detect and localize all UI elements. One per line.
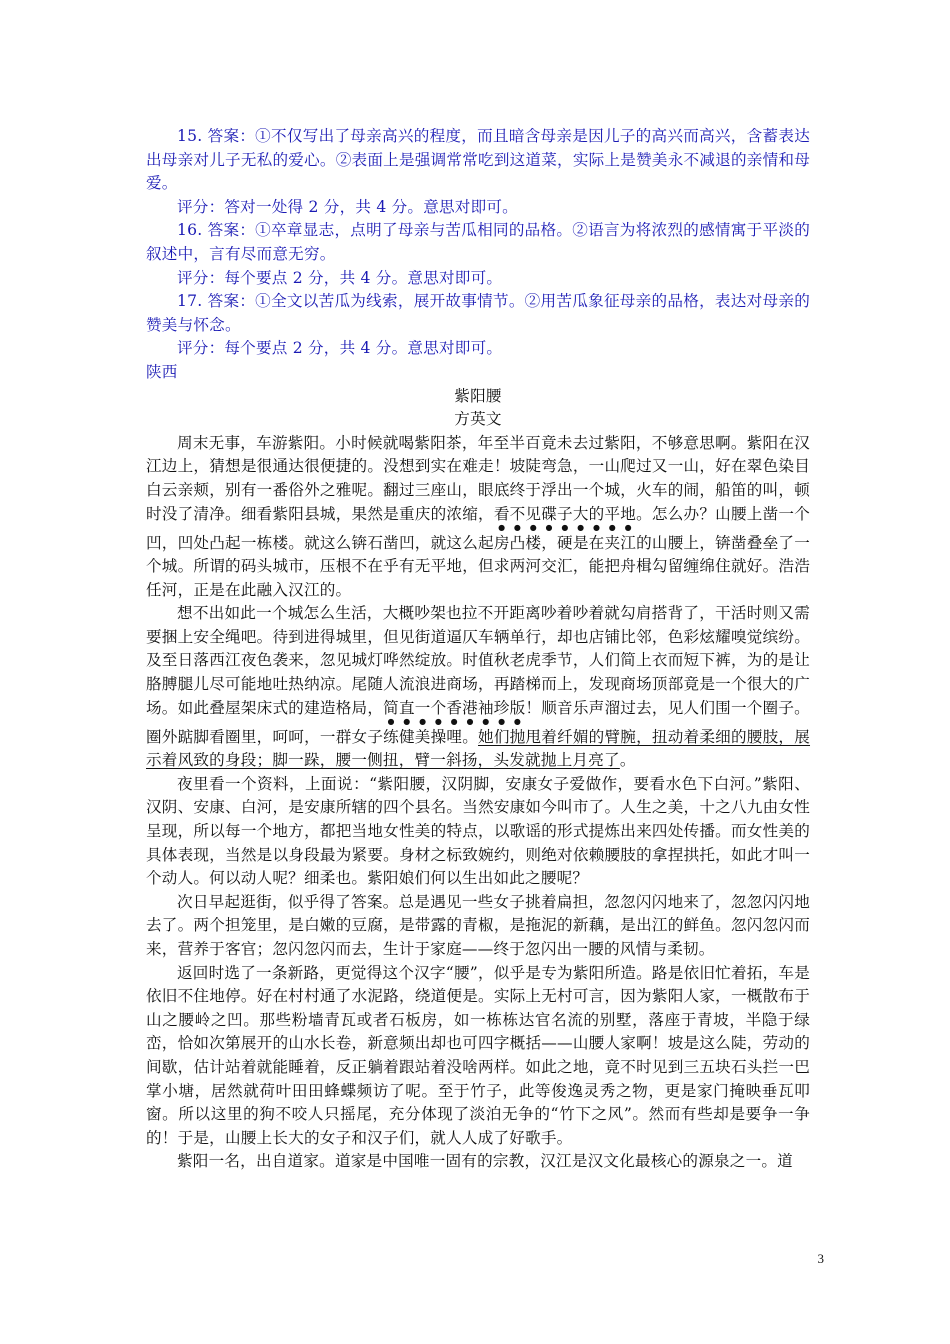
essay-paragraph-6: 紫阳一名，出自道家。道家是中国唯一固有的宗教，汉江是汉文化最核心的源泉之一。道	[177, 1152, 793, 1171]
essay-author: 方英文	[454, 410, 502, 429]
paragraph-text: 。	[619, 751, 636, 770]
answer-16: 16. 答案：①卒章显志，点明了母亲与苦瓜相同的品格。②语言为将浓烈的感情寓于平淡的叙述中，言有尽而意无穷。	[146, 221, 810, 263]
dotted-phrase: 看不见碟子大的平地	[493, 504, 637, 523]
essay-paragraph-4: 次日早起逛街，似乎得了答案。总是遇见一些女子挑着扁担，忽忽闪闪地来了，忽忽闪闪地去了。两个担笼里，是白嫩的豆腐，是带露的青椒，是拖泥的新藕，是出江的鲜鱼。忽闪忽闪而来，营养于客官；忽闪忽闪而去，生计于家庭——终于忽闪出一腰的风情与柔韧。	[146, 892, 810, 958]
paragraph-text: ！顺音乐声溜过去，见人们围一个圈子。圈外踮脚看圈里，呵呵，一群女子练健美操哩。	[146, 698, 810, 746]
answer-15: 15. 答案：①不仅写出了母亲高兴的程度，而且暗含母亲是因儿子的高兴而高兴，含蓄表达出母亲对儿子无私的爱心。②表面上是强调常常吃到这道菜，实际上是赞美永不减退的亲情和母爱。	[146, 127, 810, 193]
essay-paragraph-1	[146, 432, 810, 603]
score-16: 评分：每个要点 2 分，共 4 分。意思对即可。	[177, 268, 503, 287]
essay-paragraph-2	[146, 602, 810, 773]
paragraph-text: 想不出如此一个城怎么生活，大概吵架也拉不开距离吵着吵着就勾肩搭背了，干活时则又需要捆上安全绳吧。待到进得城里，但见街道逼仄车辆单行，却也店铺比邻，色彩炫耀嗅觉缤纷。及至日落西江夜色袭来，忽见城灯哗然绽放。时值秋老虎季节，人们简上衣而短下裤，为的是让胳膊腿儿尽可能地吐热纳凉。尾随人流浪进商场，再踏梯而上，发现商场顶部竟是一个很大的广场。如此叠屋架床式的建造格局，	[146, 604, 810, 717]
region-label: 陕西	[146, 362, 178, 381]
score-17: 评分：每个要点 2 分，共 4 分。意思对即可。	[177, 339, 503, 358]
page-content	[146, 125, 810, 1174]
essay-title: 紫阳腰	[454, 386, 502, 405]
essay-paragraph-5: 返回时选了一条新路，更觉得这个汉字“腰”，似乎是专为紫阳所造。路是依旧忙着拓，车是依旧不住地停。好在村村通了水泥路，绕道便是。实际上无村可言，因为紫阳人家，一概散布于山之腰岭之凹。那些粉墙青瓦或者石板房，如一栋栋达官名流的别墅，落座于青坡，半隐于绿峦，恰如次第展开的山水长卷，新意频出却也可四字概括——山腰人家啊！坡是这么陡，劳动的间歇，估计站着就能睡着，反正躺着跟站着没啥两样。如此之地，竟不时见到三五块石头拦一巴掌小塘，居然就荷叶田田蜂蝶频访了呢。至于竹子，此等俊逸灵秀之物，更是家门掩映垂瓦叩窗。所以这里的狗不咬人只摇尾，充分体现了淡泊无争的“竹下之风”。然而有些却是要争一争的！于是，山腰上长大的女子和汉子们，就人人成了好歌手。	[146, 963, 810, 1147]
paragraph-text: 。怎么办？山腰上凿一个凹，凹处凸起一栋楼。就这么锛石凿凹，就这么起房凸楼，硬是在夹江的山腰上，锛凿叠垒了一个城。所谓的码头城市，压根不在乎有无平地，但求两河交汇，能把舟楫勾留缠绵住就好。浩浩任河，正是在此融入汉江的。	[146, 504, 810, 599]
essay-paragraph-3: 夜里看一个资料，上面说：“紫阳腰，汉阴脚，安康女子爱做作，要看水色下白河。”紫阳、汉阴、安康、白河，是安康所辖的四个县名。当然安康如今叫市了。人生之美，十之八九由女性呈现，所以每一个地方，都把当地女性美的特点，以歌谣的形式提炼出来四处传播。而女性美的具体表现，当然是以身段最为紧要。身材之标致婉约，则绝对依赖腰肢的拿捏拱托，如此才叫一个动人。何以动人呢？细柔也。紫阳娘们何以生出如此之腰呢？	[146, 774, 810, 888]
paragraph-text: 周末无事，车游紫阳。小时候就喝紫阳茶，年至半百竟未去过紫阳，不够意思啊。紫阳在汉江边上，猜想是很通达很便捷的。没想到实在难走！坡陡弯急，一山爬过又一山，好在翠色染目白云亲颊，别有一番俗外之雅呢。翻过三座山，眼底终于浮出一个城，火车的闹，船笛的叫，顿时没了清净。细看紫阳县城，果然是重庆的浓缩，	[146, 433, 810, 523]
underlined-sentence: 她们抛甩着纤媚的臂腕，扭动着柔细的腰肢，展示着风致的身段；脚一跺，腰一侧扭，臂一斜扬，头发就抛上月亮了	[146, 727, 811, 770]
page-number: 3	[817, 1251, 824, 1266]
score-15: 评分：答对一处得 2 分，共 4 分。意思对即可。	[177, 197, 518, 216]
answer-17: 17. 答案：①全文以苦瓜为线索，展开故事情节。②用苦瓜象征母亲的品格，表达对母亲的赞美与怀念。	[146, 292, 810, 334]
dotted-phrase: 简直一个香港袖珍版	[383, 698, 526, 717]
